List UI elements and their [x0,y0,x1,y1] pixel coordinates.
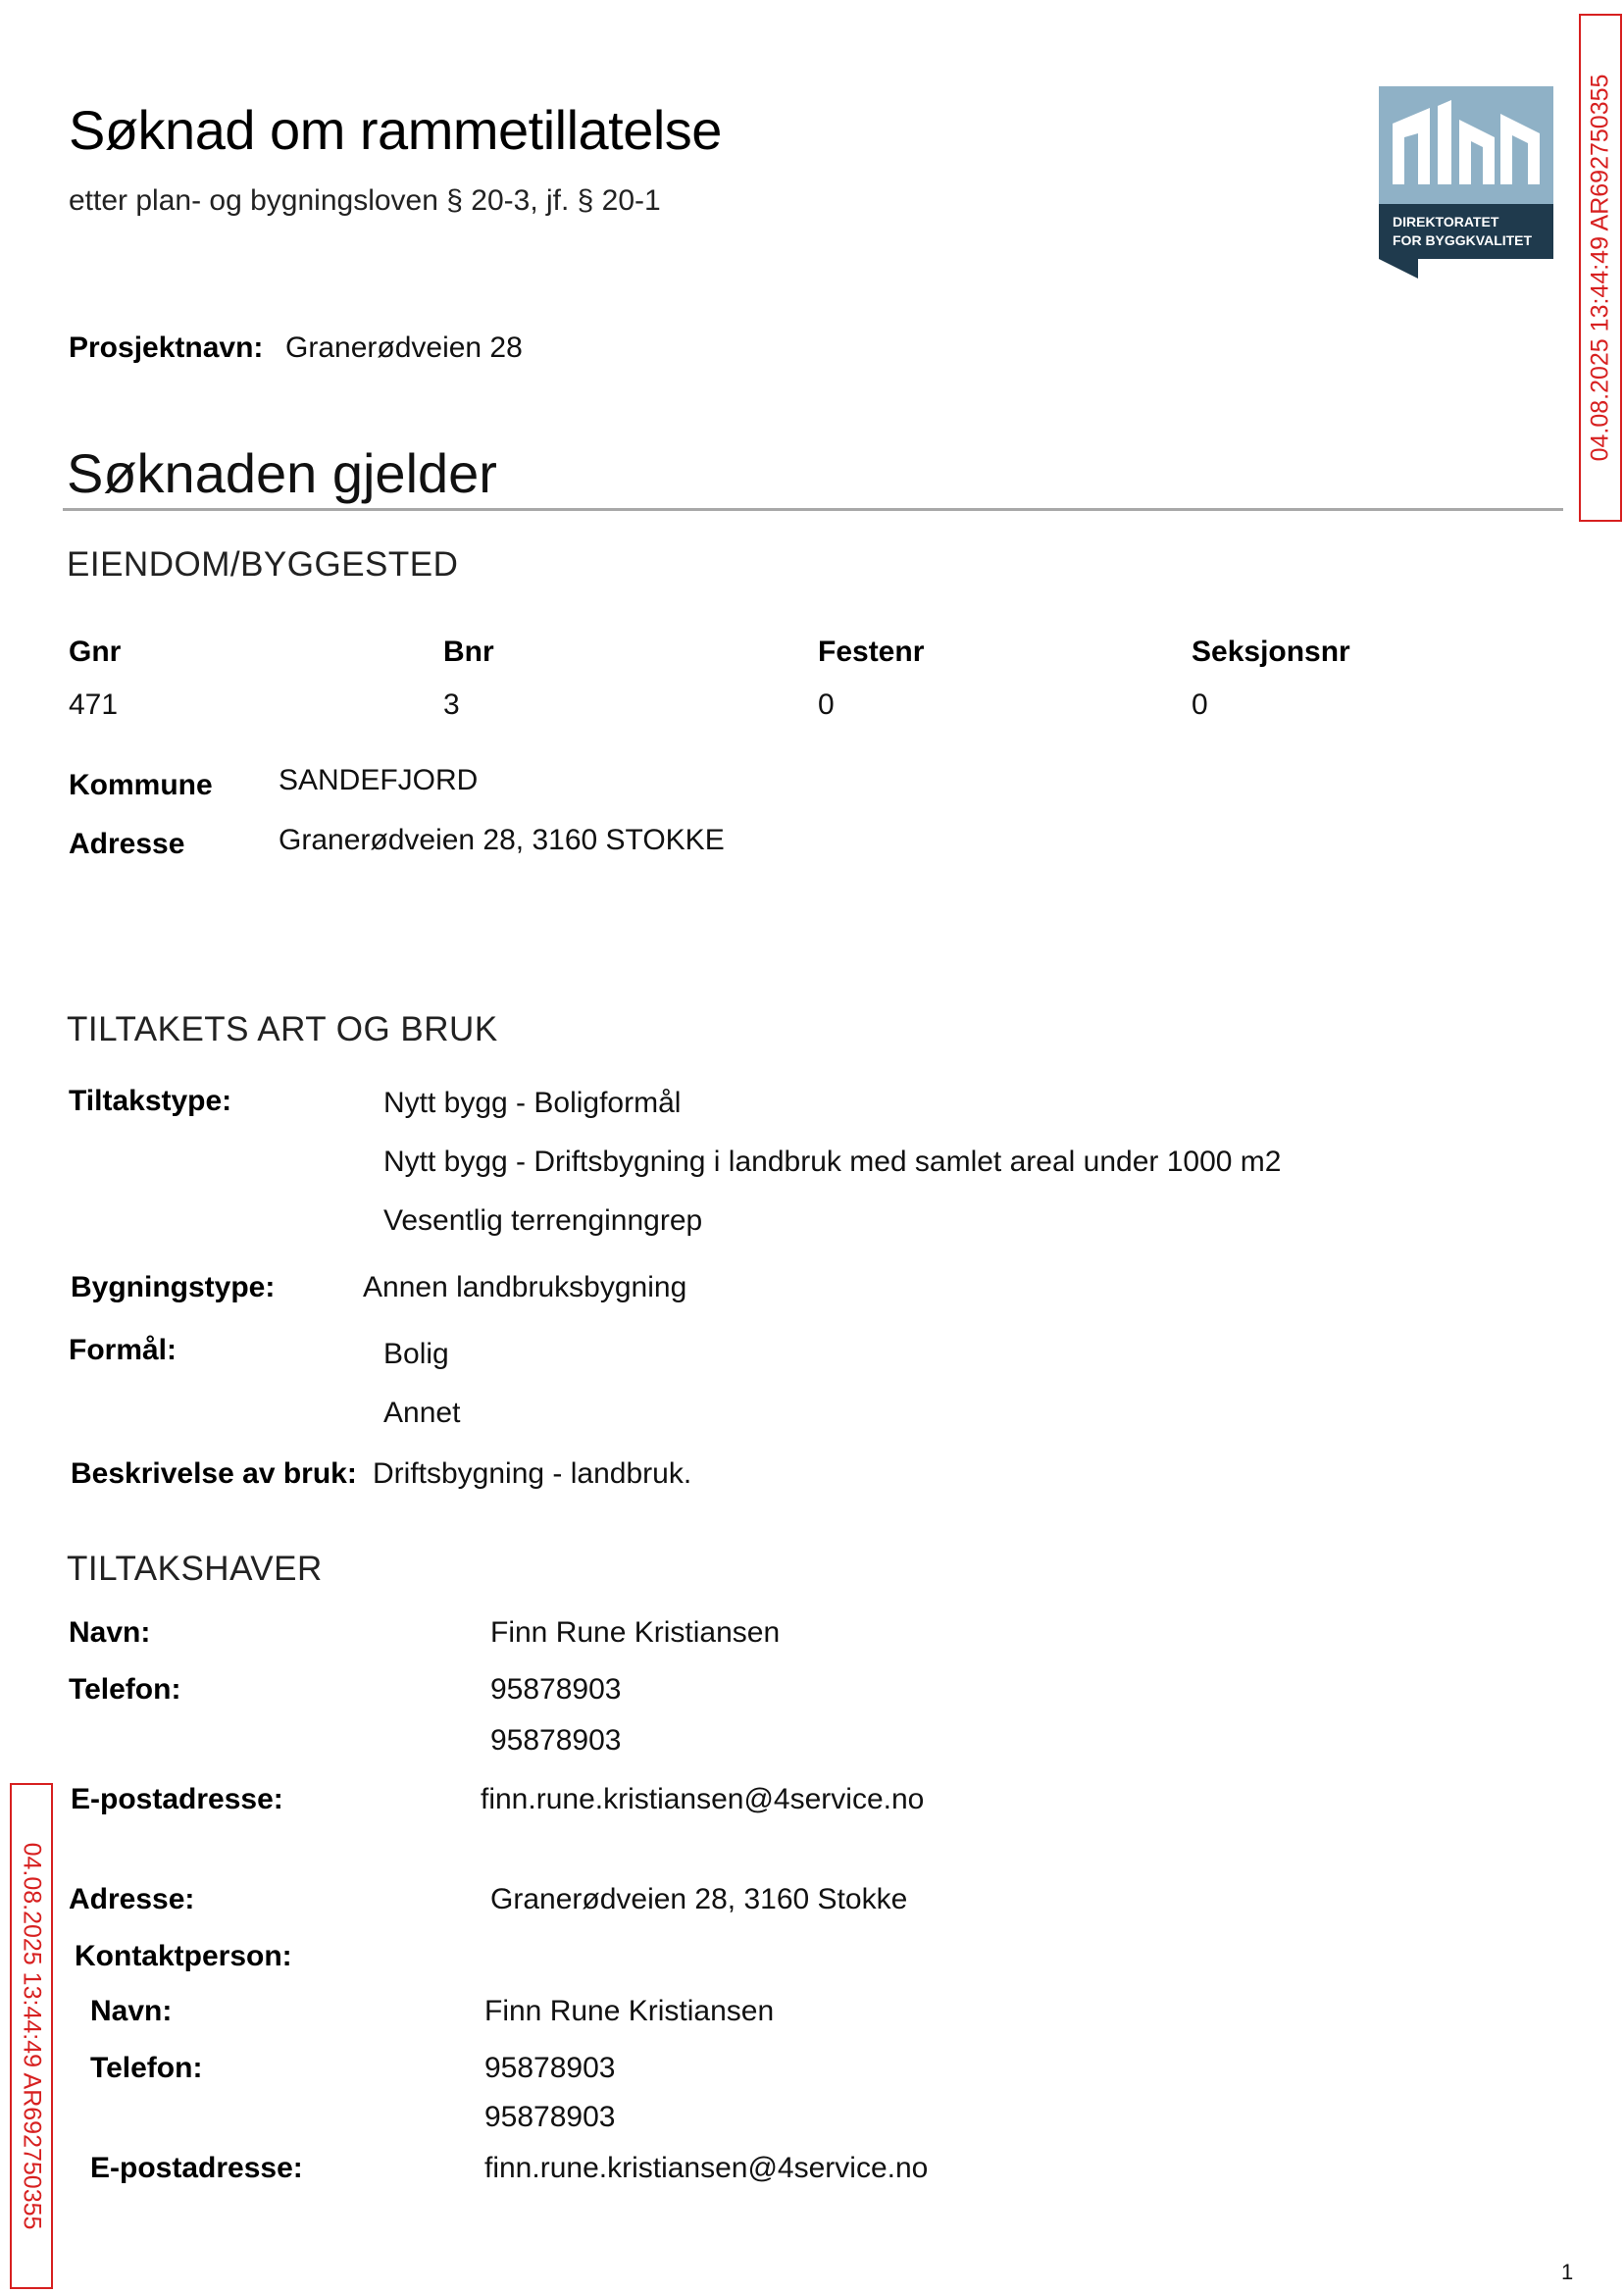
adresse-label: Adresse [69,828,185,860]
formal-value-1: Bolig [383,1338,449,1370]
kontakt-epost-label: E-postadresse: [90,2152,303,2184]
receipt-stamp-top-text: 04.08.2025 13:44:49 AR692750355 [1586,74,1614,462]
kontakt-telefon-label: Telefon: [90,2052,203,2084]
logo-text-line2: FOR BYGGKVALITET [1393,232,1533,248]
festenr-label: Festenr [818,636,925,668]
festenr-value: 0 [818,688,835,721]
tiltakshaver-heading: TILTAKSHAVER [67,1550,323,1588]
section-heading: Søknaden gjelder [67,442,497,504]
adresse-value: Granerødveien 28, 3160 STOKKE [279,824,725,856]
section-divider [63,508,1563,511]
kommune-value: SANDEFJORD [279,764,479,796]
beskrivelse-label: Beskrivelse av bruk: [71,1457,357,1490]
tiltakstype-value-1: Nytt bygg - Boligformål [383,1087,682,1119]
seksjonsnr-label: Seksjonsnr [1192,636,1350,668]
kontakt-telefon-value-1: 95878903 [484,2052,616,2084]
project-name-value: Granerødveien 28 [285,331,523,364]
tiltak-heading: TILTAKETS ART OG BRUK [67,1010,498,1048]
receipt-stamp-top [1579,14,1622,522]
tiltakstype-label: Tiltakstype: [69,1085,232,1117]
dibk-logo [1379,86,1553,279]
tiltakshaver-telefon-value-2: 95878903 [490,1724,622,1757]
kontakt-telefon-value-2: 95878903 [484,2101,616,2133]
bnr-value: 3 [443,688,460,721]
seksjonsnr-value: 0 [1192,688,1208,721]
tiltakshaver-telefon-label: Telefon: [69,1673,181,1706]
kontaktperson-label: Kontaktperson: [75,1940,292,1972]
formal-label: Formål: [69,1334,178,1366]
gnr-value: 471 [69,688,119,721]
property-heading: EIENDOM/BYGGESTED [67,545,459,584]
document-title: Søknad om rammetillatelse [69,99,722,161]
kommune-label: Kommune [69,769,213,801]
gnr-label: Gnr [69,636,122,668]
document-subtitle: etter plan- og bygningsloven § 20-3, jf. § 20-1 [69,184,661,217]
project-name-label: Prosjektnavn: [69,331,264,364]
tiltakshaver-telefon-value-1: 95878903 [490,1673,622,1706]
kontakt-navn-value: Finn Rune Kristiansen [484,1995,775,2027]
tiltakshaver-navn-label: Navn: [69,1616,151,1649]
receipt-stamp-bottom-text: 04.08.2025 13:44:49 AR692750355 [18,1842,46,2230]
tiltakshaver-epost-value: finn.rune.kristiansen@4service.no [481,1783,925,1815]
formal-value-2: Annet [383,1397,461,1429]
tiltakshaver-adresse-value: Granerødveien 28, 3160 Stokke [490,1883,908,1915]
tiltakshaver-navn-value: Finn Rune Kristiansen [490,1616,781,1649]
page-number: 1 [1561,2260,1574,2284]
dibk-logo-graphic [1379,86,1553,279]
logo-text-line1: DIREKTORATET [1393,214,1499,229]
receipt-stamp-bottom [10,1783,53,2289]
bygningstype-label: Bygningstype: [71,1271,276,1303]
tiltakstype-value-2: Nytt bygg - Driftsbygning i landbruk med samlet areal under 1000 m2 [383,1146,1282,1178]
tiltakshaver-epost-label: E-postadresse: [71,1783,283,1815]
kontakt-epost-value: finn.rune.kristiansen@4service.no [484,2152,929,2184]
beskrivelse-value: Driftsbygning - landbruk. [373,1457,692,1490]
bygningstype-value: Annen landbruksbygning [363,1271,687,1303]
bnr-label: Bnr [443,636,494,668]
tiltakshaver-adresse-label: Adresse: [69,1883,195,1915]
kontakt-navn-label: Navn: [90,1995,173,2027]
tiltakstype-value-3: Vesentlig terrenginngrep [383,1204,703,1237]
